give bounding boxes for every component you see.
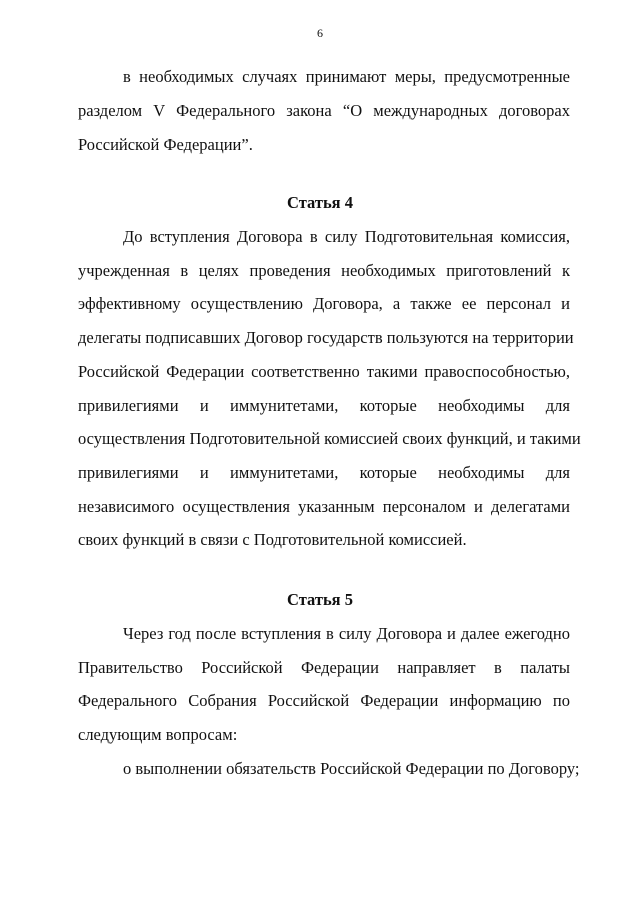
article-5-line-2: Правительство Российской Федерации направляет в палаты	[78, 658, 570, 677]
article-4-line-9: независимого осуществления указанным персоналом и делегатами	[78, 497, 570, 516]
article-5-line-1: Через год после вступления в силу Договора и далее ежегодно	[123, 624, 570, 643]
article-4-line-1: До вступления Договора в силу Подготовительная комиссия,	[123, 227, 570, 246]
article-5-line-4: следующим вопросам:	[78, 725, 238, 744]
intro-line-3: Российской Федерации”.	[78, 135, 253, 154]
intro-line-1: в необходимых случаях принимают меры, предусмотренные	[123, 67, 570, 86]
article-4-line-8: привилегиями и иммунитетами, которые необходимы для	[78, 463, 570, 482]
article-4-line-2: учрежденная в целях проведения необходимых приготовлений к	[78, 261, 570, 280]
article-4-line-10: своих функций в связи с Подготовительной комиссией.	[78, 530, 467, 549]
article-5-item-line: о выполнении обязательств Российской Федерации по Договору;	[123, 759, 580, 778]
article-4-line-7: осуществления Подготовительной комиссией своих функций, и такими	[78, 429, 581, 448]
article-4-line-5: Российской Федерации соответственно такими правоспособностью,	[78, 362, 570, 381]
article-4-heading: Статья 4	[287, 193, 353, 212]
article-5-heading: Статья 5	[287, 590, 353, 609]
article-4-line-6: привилегиями и иммунитетами, которые необходимы для	[78, 396, 570, 415]
article-5-line-3: Федерального Собрания Российской Федерации информацию по	[78, 691, 570, 710]
article-4-line-4: делегаты подписавших Договор государств пользуются на территории	[78, 328, 574, 347]
intro-line-2: разделом V Федерального закона “О международных договорах	[78, 101, 570, 120]
article-4-line-3: эффективному осуществлению Договора, а также ее персонал и	[78, 294, 570, 313]
page-number: 6	[317, 26, 323, 40]
